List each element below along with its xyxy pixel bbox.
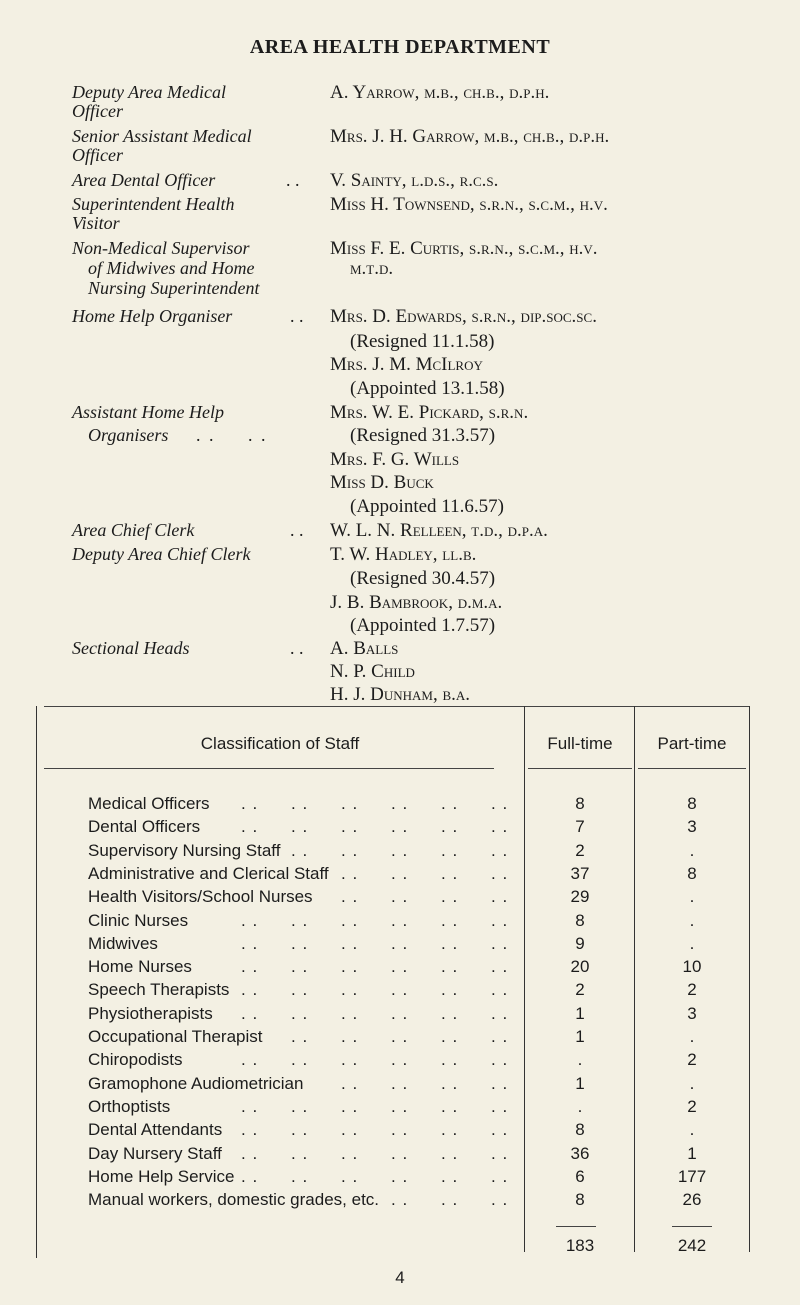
total-rule <box>672 1226 712 1227</box>
table-row: Dental Officers . . . . . . . . . . . . 7 3 <box>36 817 750 837</box>
officer-name: Mrs. J. M. McIlroy <box>330 354 483 375</box>
full-time-value: 20 <box>570 957 590 977</box>
table-row: Speech Therapists . . . . . . . . . . . . 2 2 <box>36 980 750 1000</box>
leader-dots: . . <box>286 170 300 190</box>
row-label: Home Help Service <box>88 1166 235 1186</box>
row-label: Manual workers, domestic grades, etc. <box>88 1190 380 1210</box>
part-time-value: 1 <box>687 1143 697 1163</box>
officer-note: (Resigned 31.3.57) <box>350 425 496 446</box>
officer-title: Senior Assistant Medical <box>72 126 252 146</box>
table-row: Chiropodists . . . . . . . . . . . . . 2 <box>36 1050 750 1070</box>
table-row: Day Nursery Staff . . . . . . . . . . . . 36 1 <box>36 1144 750 1164</box>
officer-name: Mrs. D. Edwards, s.r.n., dip.soc.sc. <box>330 306 597 327</box>
officer-note: (Appointed 1.7.57) <box>350 615 496 636</box>
full-time-value: 2 <box>575 980 585 1000</box>
full-time-value: 9 <box>575 933 585 953</box>
officer-name: Miss D. Buck <box>330 472 434 493</box>
officer-title: Officer <box>72 145 123 165</box>
officer-name: A. Balls <box>330 638 399 659</box>
officer-name: Mrs. F. G. Wills <box>330 449 460 470</box>
officer-title: Sectional Heads <box>72 638 190 658</box>
officer-title: Home Help Organiser <box>72 306 233 326</box>
column-header-part-time: Part-time <box>657 734 727 753</box>
column-header-full-time: Full-time <box>547 734 613 753</box>
officer-title: Superintendent Health <box>72 194 235 214</box>
part-time-value: 8 <box>687 794 697 813</box>
full-time-value: 2 <box>575 840 585 860</box>
full-time-value: 8 <box>575 1190 585 1210</box>
total-rule <box>556 1226 596 1227</box>
officer-name: V. Sainty, l.d.s., r.c.s. <box>330 170 499 191</box>
row-label: Physiotherapists <box>88 1003 213 1023</box>
row-label: Administrative and Clerical Staff <box>88 863 329 883</box>
part-time-value: . <box>689 840 695 860</box>
total-part-time: 242 <box>677 1236 707 1255</box>
officer-title: Visitor <box>72 213 120 233</box>
table-row: Administrative and Clerical Staff . . . . . . . . 37 8 <box>36 864 750 884</box>
full-time-value: 8 <box>575 1120 585 1140</box>
officer-name: A. Yarrow, m.b., ch.b., d.p.h. <box>330 82 550 103</box>
part-time-value: 10 <box>682 957 702 977</box>
row-label: Supervisory Nursing Staff <box>88 840 281 860</box>
full-time-value: 37 <box>570 863 590 883</box>
full-time-value: 8 <box>575 794 585 813</box>
table-row: Occupational Therapist . . . . . . . . . . 1 . <box>36 1027 750 1047</box>
officer-title: Nursing Superintendent <box>88 278 260 298</box>
row-label: Medical Officers <box>88 794 210 813</box>
officer-name: Mrs. J. H. Garrow, m.b., ch.b., d.p.h. <box>330 126 610 147</box>
officer-name: m.t.d. <box>350 258 394 279</box>
part-time-value: 2 <box>687 980 697 1000</box>
table-row: Orthoptists . . . . . . . . . . . . . 2 <box>36 1097 750 1117</box>
part-time-value: . <box>689 910 695 930</box>
full-time-value: . <box>577 1050 583 1070</box>
table-row: Supervisory Nursing Staff . . . . . . . . . . 2 . <box>36 841 750 861</box>
full-time-value: 36 <box>570 1143 590 1163</box>
officer-name: W. L. N. Relleen, t.d., d.p.a. <box>330 520 548 541</box>
officer-title: Deputy Area Medical <box>72 82 226 102</box>
leader-dots: . . <box>290 520 304 540</box>
leader-dots: . . <box>290 306 304 326</box>
part-time-value: . <box>689 1073 695 1093</box>
full-time-value: 8 <box>575 910 585 930</box>
part-time-value: . <box>689 933 695 953</box>
table-row: Health Visitors/School Nurses . . . . . . . . 29 . <box>36 887 750 907</box>
officer-note: (Appointed 11.6.57) <box>350 496 504 517</box>
officer-note: (Resigned 11.1.58) <box>350 331 495 352</box>
officer-title: Officer <box>72 101 123 121</box>
table-row: Medical Officers . . . . . . . . . . . . 8 8 <box>36 794 750 814</box>
full-time-value: 7 <box>575 817 585 837</box>
officer-name: T. W. Hadley, ll.b. <box>330 544 477 565</box>
part-time-value: 3 <box>687 1003 697 1023</box>
officer-title: Organisers <box>88 425 169 445</box>
header-rule <box>528 768 632 769</box>
row-label: Day Nursery Staff <box>88 1143 222 1163</box>
officer-name: H. J. Dunham, b.a. <box>330 684 471 705</box>
total-full-time: 183 <box>565 1236 595 1255</box>
header-rule <box>44 768 494 769</box>
officer-title: Area Chief Clerk <box>72 520 195 540</box>
officer-note: (Resigned 30.4.57) <box>350 568 496 589</box>
leader-dots: . . <box>290 638 304 658</box>
table-row: Dental Attendants . . . . . . . . . . . . 8 . <box>36 1120 750 1140</box>
row-label: Speech Therapists <box>88 980 230 1000</box>
row-label: Orthoptists <box>88 1096 171 1116</box>
part-time-value: 26 <box>682 1190 702 1210</box>
part-time-value: 177 <box>677 1166 707 1186</box>
row-label: Occupational Therapist <box>88 1027 263 1046</box>
officer-title: Deputy Area Chief Clerk <box>72 544 251 564</box>
full-time-value: . <box>577 1096 583 1116</box>
officer-name: J. B. Bambrook, d.m.a. <box>330 592 503 613</box>
staff-classification-table <box>36 706 750 1262</box>
table-row: Manual workers, domestic grades, etc. . . . . . . 8 26 <box>36 1190 750 1210</box>
row-label: Chiropodists <box>88 1050 183 1070</box>
officer-name: N. P. Child <box>330 661 415 682</box>
officer-name: Miss F. E. Curtis, s.r.n., s.c.m., h.v. <box>330 238 598 259</box>
full-time-value: 6 <box>575 1166 585 1186</box>
officer-title: Area Dental Officer <box>72 170 216 190</box>
full-time-value: 1 <box>575 1003 585 1023</box>
full-time-value: 1 <box>575 1073 585 1093</box>
part-time-value: . <box>689 887 695 907</box>
table-row: Physiotherapists . . . . . . . . . . . . 1 3 <box>36 1004 750 1024</box>
part-time-value: 2 <box>687 1050 697 1070</box>
table-row: Home Help Service . . . . . . . . . . . . 6 177 <box>36 1167 750 1187</box>
leader-dots: . . . . <box>196 425 268 445</box>
part-time-value: . <box>689 1027 695 1046</box>
table-row: Clinic Nurses . . . . . . . . . . . . 8 . <box>36 911 750 931</box>
page-number: 4 <box>395 1268 405 1287</box>
row-label: Dental Officers <box>88 817 201 837</box>
officer-title: Non-Medical Supervisor <box>72 238 250 258</box>
header-rule <box>638 768 746 769</box>
officer-title: of Midwives and Home <box>88 258 255 278</box>
part-time-value: 8 <box>687 863 697 883</box>
officer-name: Mrs. W. E. Pickard, s.r.n. <box>330 402 529 423</box>
full-time-value: 1 <box>575 1027 585 1046</box>
row-label: Midwives <box>88 933 158 953</box>
part-time-value: . <box>689 1120 695 1140</box>
row-label: Health Visitors/School Nurses <box>88 887 313 907</box>
table-row: Gramophone Audiometrician . . . . . . . . 1 . <box>36 1074 750 1094</box>
officer-note: (Appointed 13.1.58) <box>350 378 505 399</box>
table-top-rule <box>44 706 750 707</box>
table-row: Home Nurses . . . . . . . . . . . . 20 10 <box>36 957 750 977</box>
row-label: Dental Attendants <box>88 1120 223 1140</box>
table-row: Midwives . . . . . . . . . . . . 9 . <box>36 934 750 954</box>
row-label: Clinic Nurses <box>88 910 189 930</box>
column-header-classification: Classification of Staff <box>200 734 360 753</box>
full-time-value: 29 <box>570 887 590 907</box>
part-time-value: 2 <box>687 1096 697 1116</box>
officer-name: Miss H. Townsend, s.r.n., s.c.m., h.v. <box>330 194 608 215</box>
row-label: Gramophone Audiometrician <box>88 1073 304 1093</box>
officer-title: Assistant Home Help <box>72 402 224 422</box>
page-heading: AREA HEALTH DEPARTMENT <box>249 36 551 58</box>
part-time-value: 3 <box>687 817 697 837</box>
row-label: Home Nurses <box>88 957 192 977</box>
